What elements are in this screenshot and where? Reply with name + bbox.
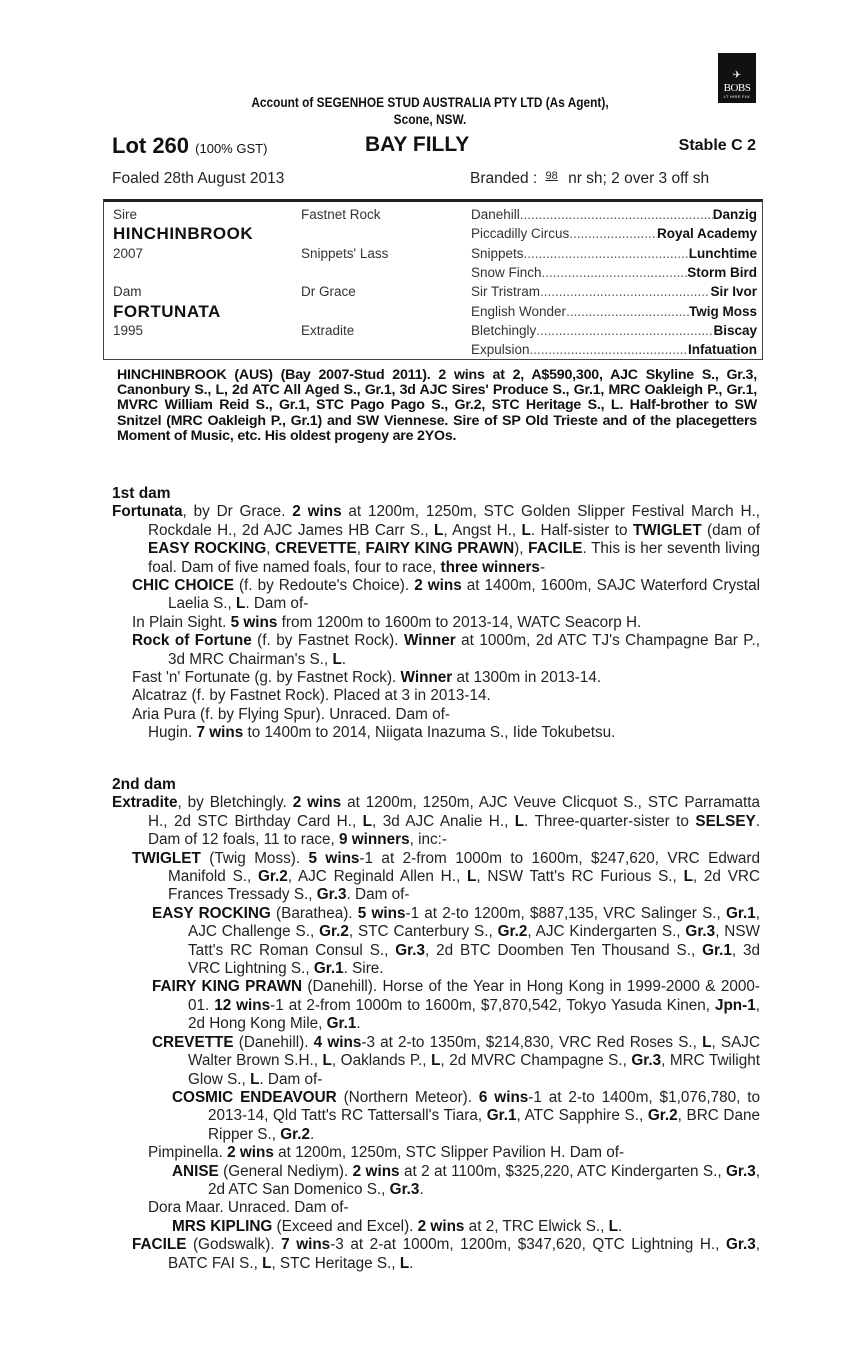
- ancestor-sire: Infatuation: [688, 342, 757, 357]
- lot-label: Lot 260: [112, 133, 190, 158]
- branded-info: [470, 170, 709, 188]
- branded-label: Branded :: [470, 170, 538, 187]
- sire-dam: Snippets' Lass: [301, 246, 389, 261]
- leader-dots: [530, 340, 688, 359]
- ancestor: Danehill: [471, 207, 520, 222]
- third-gen-row: [471, 244, 757, 263]
- branded-detail: nr sh; 2 over 3 off sh: [568, 170, 710, 187]
- progeny-entry: COSMIC ENDEAVOUR (Northern Meteor). 6 wins-1 at 2-to 1400m, $1,076,780, to 2013-14, Qld Tatt's RC Tattersall's Tiara, Gr.1, ATC Sapphire S., Gr.2, BRC Dane Ripper S., Gr.2.: [172, 1088, 761, 1143]
- ancestor: Snow Finch: [471, 265, 542, 280]
- dam-name: FORTUNATA: [113, 302, 221, 321]
- ancestor: Piccadilly Circus: [471, 226, 570, 241]
- stable-location: Stable C 2: [678, 137, 756, 154]
- colour-sex: BAY FILLY: [365, 133, 470, 156]
- leader-dots: [540, 282, 710, 301]
- lot-line: [112, 133, 760, 159]
- sire-sire: Fastnet Rock: [301, 207, 381, 222]
- account-line-1: Account of SEGENHOE STUD AUSTRALIA PTY LTD (As Agent),: [251, 95, 609, 110]
- ancestor-sire: Storm Bird: [687, 265, 757, 280]
- dam-year: 1995: [113, 323, 144, 338]
- dam-entry: Extradite, by Bletchingly. 2 wins at 1200m, 1250m, AJC Veuve Clicquot S., STC Parramatta H., 2d STC Birthday Card H., L, 3d AJC Analie H., L. Three-quarter-sister to SELSEY. Dam of 12 foals, 11 to race, 9 winners, inc:-: [112, 794, 761, 849]
- ancestor: Snippets: [471, 246, 524, 261]
- third-gen-row: [471, 321, 757, 340]
- second-dam-section: [112, 776, 760, 1273]
- progeny-entry: CREVETTE (Danehill). 4 wins-3 at 2-to 1350m, $214,830, VRC Red Roses S., L, SAJC Walter Brown S.H., L, Oaklands P., L, 2d MVRC Champagne S., Gr.3, MRC Twilight Glow S., L. Dam of-: [152, 1033, 760, 1088]
- pedigree-table: [103, 199, 763, 360]
- ancestor-sire: Royal Academy: [656, 226, 757, 241]
- ancestor: Bletchingly: [471, 323, 537, 338]
- leader-dots: [566, 302, 689, 321]
- progeny-entry: EASY ROCKING (Barathea). 5 wins-1 at 2-to 1200m, $887,135, VRC Salinger S., Gr.1, AJC Challenge S., Gr.2, STC Canterbury S., Gr.2, AJC Kindergarten S., Gr.3, NSW Tatt's RC Roman Consul S., Gr.3, 2d BTC Doomben Ten Thousand S., Gr.1, 3d VRC Lightning S., Gr.1. Sire.: [152, 904, 761, 978]
- ancestor-sire: Danzig: [712, 207, 757, 222]
- progeny-entry: Rock of Fortune (f. by Fastnet Rock). Winner at 1000m, 2d ATC TJ's Champagne Bar P., 3d MRC Chairman's S., L.: [132, 632, 760, 668]
- dam-entry: Fortunata, by Dr Grace. 2 wins at 1200m, 1250m, STC Golden Slipper Festival March H., Rockdale H., 2d AJC James HB Carr S., L, Angst H., L. Half-sister to TWIGLET (dam of EASY ROCKING, CREVETTE, FAIRY KING PRAWN), FACILE. This is her seventh living foal. Dam of five named foals, four to race, three winners-: [112, 503, 761, 576]
- leader-dots: [542, 263, 688, 282]
- sire-label: Sire: [113, 207, 138, 222]
- section-heading: 2nd dam: [112, 776, 176, 793]
- third-gen-row: [471, 205, 757, 224]
- ancestor: English Wonder: [471, 304, 567, 319]
- account-line-2: Scone, NSW.: [393, 112, 467, 127]
- third-gen-row: [471, 340, 757, 359]
- leader-dots: [524, 244, 689, 263]
- sire-name: HINCHINBROOK: [113, 224, 254, 243]
- third-gen-row: [471, 282, 757, 301]
- progeny-entry: Alcatraz (f. by Fastnet Rock). Placed at 3 in 2013-14.: [132, 687, 491, 705]
- ancestor: Sir Tristram: [471, 284, 540, 299]
- progeny-entry: Fast 'n' Fortunate (g. by Fastnet Rock). Winner at 1300m in 2013-14.: [132, 669, 602, 687]
- sire-summary: HINCHINBROOK (AUS) (Bay 2007-Stud 2011). 2 wins at 2, A$590,300, AJC Skyline S., Gr.3, Canonbury S., L, 2d ATC All Aged S., Gr.1, 3d AJC Sires' Produce S., Gr.1, MRC Oakleigh P., Gr.1, MVRC William Reid S., Gr.1, STC Pago Pago S., Gr.2, STC Heritage S., L. Half-brother to SW Snitzel (MRC Oakleigh P., Gr.1) and SW Viennese. Sire of SP Old Trieste and of the placegetters Moment of Music, etc. His oldest progeny are 2YOs.: [117, 367, 757, 444]
- foaled-date: Foaled 28th August 2013: [112, 170, 285, 187]
- dam-label: Dam: [113, 284, 142, 299]
- third-gen-row: [471, 263, 757, 282]
- leader-dots: [520, 205, 713, 224]
- sire-year: 2007: [113, 246, 144, 261]
- progeny-entry: Dora Maar. Unraced. Dam of-: [148, 1199, 349, 1217]
- progeny-entry: FACILE (Godswalk). 7 wins-3 at 2-at 1000m, 1200m, $347,620, QTC Lightning H., Gr.3, BATC FAI S., L, STC Heritage S., L.: [132, 1236, 760, 1272]
- leader-dots: [536, 321, 713, 340]
- gst-note: (100% GST): [195, 141, 268, 156]
- progeny-entry: Aria Pura (f. by Flying Spur). Unraced. Dam of-: [132, 705, 450, 723]
- progeny-entry: In Plain Sight. 5 wins from 1200m to 1600m to 2013-14, WATC Seacorp H.: [132, 613, 642, 631]
- vendor-account: [52, 94, 809, 128]
- lot-number: [112, 133, 267, 159]
- ancestor: Expulsion: [471, 342, 530, 357]
- progeny-entry: ANISE (General Nediym). 2 wins at 2 at 1100m, $325,220, ATC Kindergarten S., Gr.3, 2d ATC San Domenico S., Gr.3.: [172, 1162, 760, 1198]
- dam-sire: Dr Grace: [301, 284, 356, 299]
- third-gen-row: [471, 224, 757, 243]
- progeny-entry: Hugin. 7 wins to 1400m to 2014, Niigata Inazuma S., Iide Tokubetsu.: [148, 724, 616, 742]
- logo-sub: LT HIRE FLK: [723, 94, 751, 99]
- progeny-entry: CHIC CHOICE (f. by Redoute's Choice). 2 wins at 1400m, 1600m, SAJC Waterford Crystal Laelia S., L. Dam of-: [132, 577, 760, 613]
- dam-dam: Extradite: [301, 323, 355, 338]
- third-gen-row: [471, 302, 757, 321]
- brand-mark-icon: 98: [545, 170, 558, 182]
- progeny-entry: FAIRY KING PRAWN (Danehill). Horse of the Year in Hong Kong in 1999-2000 & 2000-01. 12 wins-1 at 2-from 1000m to 1600m, $7,870,542, Tokyo Yasuda Kinen, Jpn-1, 2d Hong Kong Mile, Gr.1.: [152, 978, 760, 1033]
- first-dam-section: [112, 485, 760, 743]
- ancestor-sire: Sir Ivor: [710, 284, 757, 299]
- logo-word: BOBS: [723, 82, 751, 94]
- bird-icon: ✈: [732, 70, 742, 81]
- ancestor-sire: Biscay: [713, 323, 757, 338]
- ancestor-sire: Lunchtime: [688, 246, 757, 261]
- progeny-entry: TWIGLET (Twig Moss). 5 wins-1 at 2-from 1000m to 1600m, $247,620, VRC Edward Manifold S., Gr.2, AJC Reginald Allen H., L, NSW Tatt's RC Furious S., L, 2d VRC Frances Tressady S., Gr.3. Dam of-: [132, 849, 761, 904]
- progeny-entry: MRS KIPLING (Exceed and Excel). 2 wins at 2, TRC Elwick S., L.: [172, 1217, 623, 1235]
- leader-dots: [569, 224, 657, 243]
- section-heading: 1st dam: [112, 485, 171, 502]
- progeny-entry: Pimpinella. 2 wins at 1200m, 1250m, STC Slipper Pavilion H. Dam of-: [148, 1144, 625, 1162]
- ancestor-sire: Twig Moss: [688, 304, 757, 319]
